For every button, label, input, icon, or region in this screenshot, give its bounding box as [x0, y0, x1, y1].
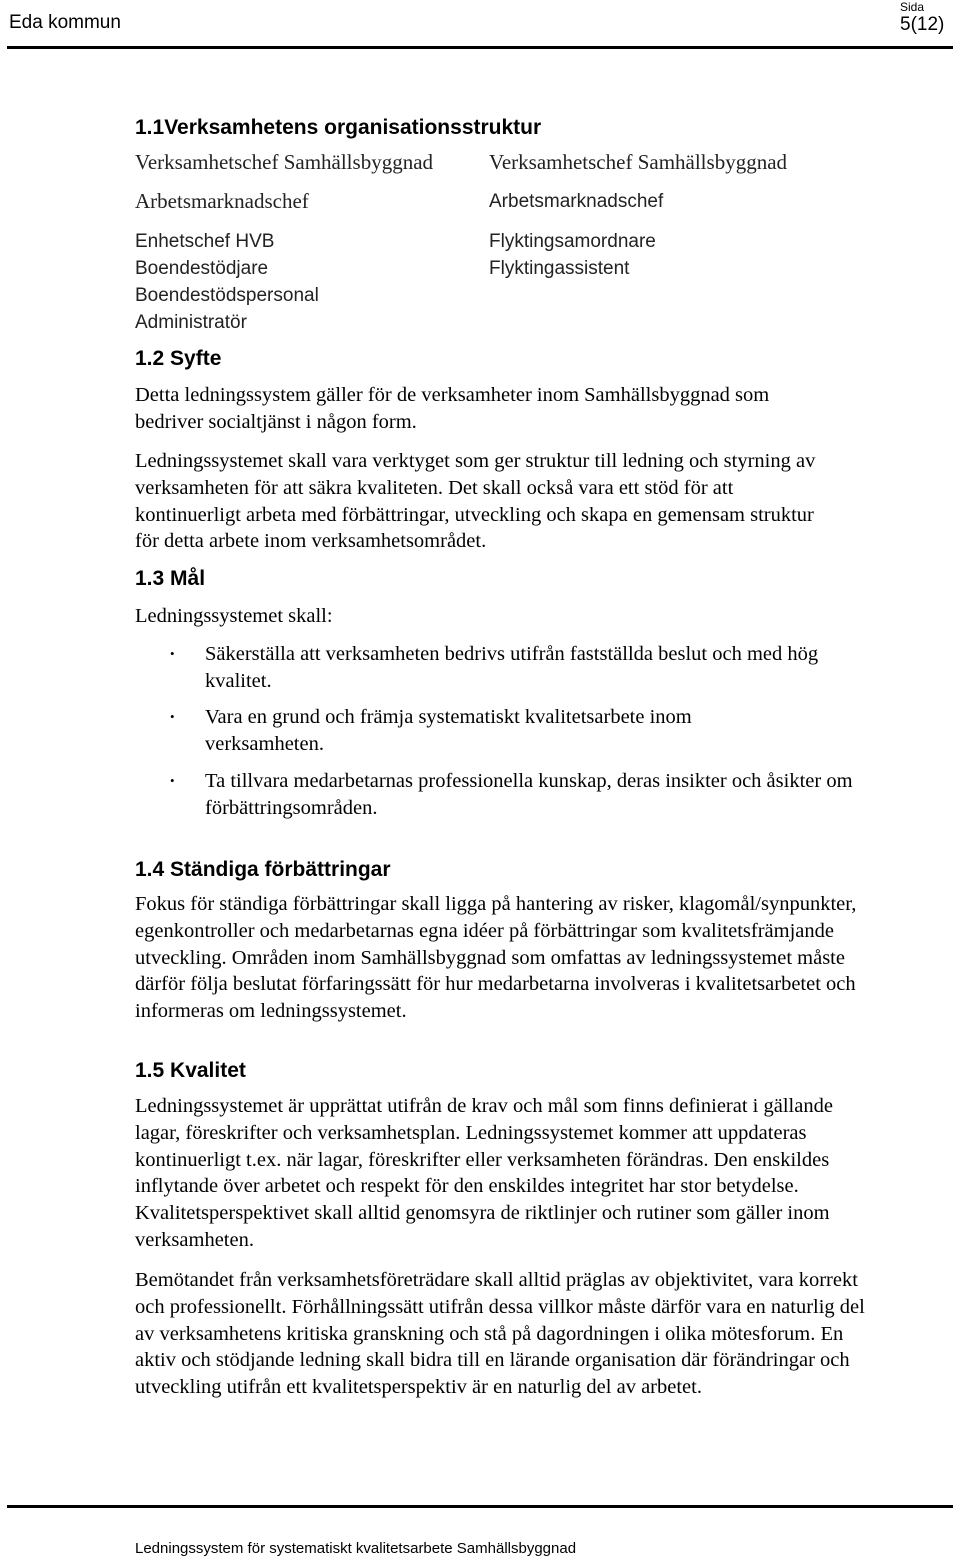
org-left-line-3: Enhetschef HVB	[135, 231, 275, 252]
section-1-2-heading: 1.2 Syfte	[135, 347, 222, 370]
section-1-1-heading: 1.1Verksamhetens organisationsstruktur	[135, 116, 542, 139]
section-1-4-paragraph-1: Fokus för ständiga förbättringar skall ligga på hantering av risker, klagomål/synpunkter, egenkontroller och medarbetarnas egna idéer på förbättringar som kvalitetsfrämjande utveckling. Områden inom Samhällsbyggnad som omfattas av ledningssystemet måste därför följa beslutat förfaringssätt för hur medarbetarna involveras i kvalitetsarbetet och informeras om ledningssystemet.	[135, 893, 857, 1023]
org-left-line-6: Administratör	[135, 312, 247, 333]
header-organization: Eda kommun	[9, 12, 121, 33]
org-right-line-4: Flyktingassistent	[489, 258, 630, 279]
org-left-line-2: Arbetsmarknadschef	[135, 189, 309, 213]
bullet-icon: •	[170, 646, 175, 661]
section-1-2-paragraph-2: Ledningssystemet skall vara verktyget som ger struktur till ledning och styrning av verksamheten för att säkra kvaliteten. Det skall också vara ett stöd för att kontinuerligt arbeta med förbättringar, utveckling och skapa en gemensam struktur för detta arbete inom verksamhetsområdet.	[135, 450, 816, 553]
org-left-line-5: Boendestödspersonal	[135, 285, 319, 306]
header-page-number: 5(12)	[900, 14, 945, 35]
section-1-4-heading: 1.4 Ständiga förbättringar	[135, 858, 391, 881]
goal-text: Vara en grund och främja systematiskt kvalitetsarbete inom verksamheten.	[205, 706, 692, 755]
section-1-5-heading: 1.5 Kvalitet	[135, 1059, 246, 1082]
org-left-line-4: Boendestödjare	[135, 258, 269, 279]
org-right-line-3: Flyktingsamordnare	[489, 231, 656, 252]
org-right-line-1: Verksamhetschef Samhällsbyggnad	[489, 150, 788, 174]
section-1-3-heading: 1.3 Mål	[135, 567, 206, 590]
org-right-line-2: Arbetsmarknadschef	[489, 191, 664, 212]
section-1-2-paragraph-1: Detta ledningssystem gäller för de verksamheter inom Samhällsbyggnad som bedriver socialtjänst i någon form.	[135, 384, 770, 433]
goal-text: Ta tillvara medarbetarnas professionella kunskap, deras insikter och åsikter om förbättringsområden.	[205, 770, 853, 819]
footer-rule	[7, 1505, 953, 1508]
section-1-5-paragraph-2: Bemötandet från verksamhetsföreträdare skall alltid präglas av objektivitet, vara korrekt och professionellt. Förhållningssätt utifrån dessa villkor måste därför vara en naturlig del av verksamhetens kritiska granskning och stå på dagordningen i olika mötesforum. En aktiv och stödjande ledning skall bidra till en lärande organisation där förändringar och utveckling utifrån ett kvalitetsperspektiv är en naturlig del av arbetet.	[135, 1269, 865, 1399]
section-1-3-intro: Ledningssystemet skall:	[135, 605, 333, 627]
header-sida-label: Sida	[900, 0, 925, 14]
goal-text: Säkerställa att verksamheten bedrivs utifrån fastställda beslut och med hög kvalitet.	[205, 643, 819, 692]
header-rule	[7, 46, 953, 49]
bullet-icon: •	[170, 773, 175, 788]
section-1-5-paragraph-1: Ledningssystemet är upprättat utifrån de krav och mål som finns definierat i gällande lagar, föreskrifter och verksamhetsplan. Ledningssystemet kommer att uppdateras kontinuerligt t.ex. när lagar, föreskrifter eller verksamheten förändras. Den enskildes inflytande över arbetet och respekt för den enskildes integritet har stor betydelse. Kvalitetsperspektivet skall alltid genomsyra de riktlinjer och rutiner som gäller inom verksamheten.	[135, 1095, 833, 1251]
bullet-icon: •	[170, 709, 175, 724]
footer-text: Ledningssystem för systematiskt kvalitetsarbete Samhällsbyggnad	[135, 1540, 577, 1557]
org-left-line-1: Verksamhetschef Samhällsbyggnad	[135, 150, 434, 174]
